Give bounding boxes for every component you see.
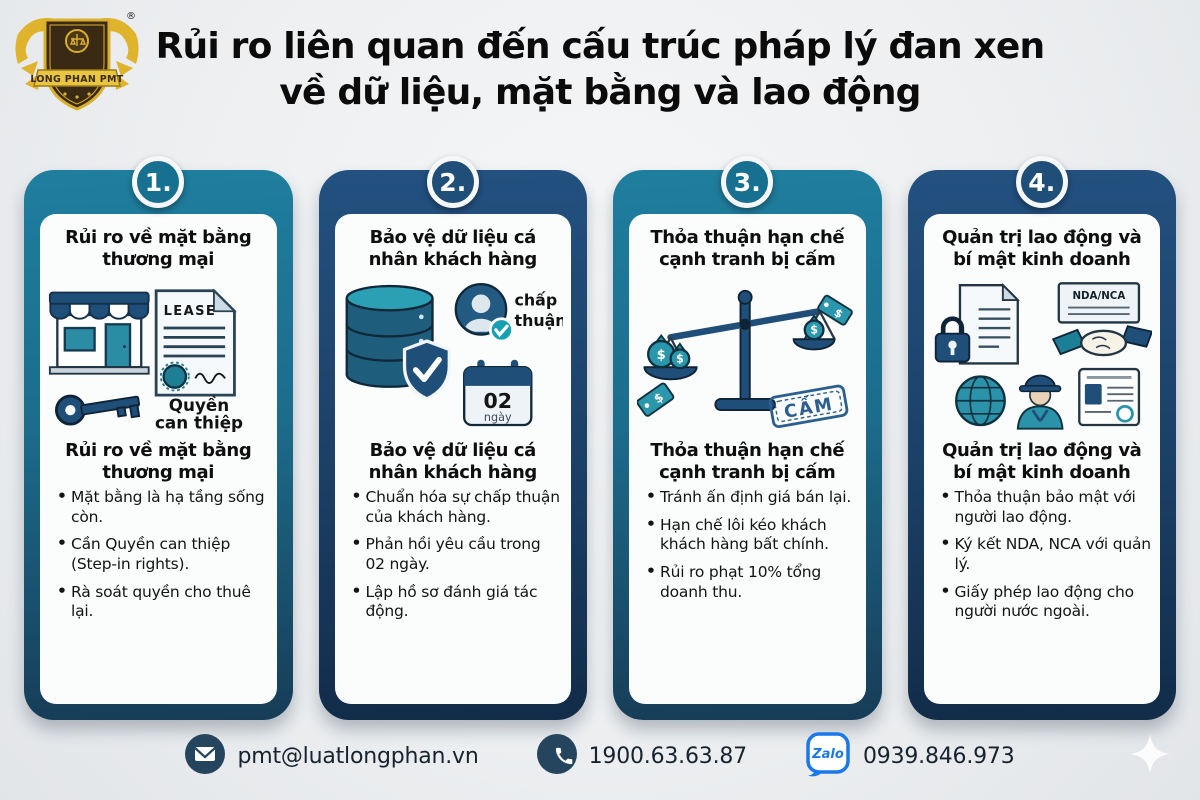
card-subheading: Rủi ro về mặt bằng thương mại (65, 440, 252, 483)
email-address: pmt@luatlongphan.vn (237, 743, 479, 769)
card-illustration (637, 276, 857, 436)
key-icon (57, 396, 142, 425)
mail-icon (185, 734, 225, 778)
bullet: • Hạn chế lôi kéo khách khách hàng bất chính. (644, 516, 857, 555)
forbidden-stamp (769, 385, 848, 427)
sparkle-icon (1128, 732, 1172, 780)
card-subheading: Thỏa thuận hạn chế cạnh tranh bị cấm (650, 440, 845, 483)
card-illustration (343, 276, 563, 436)
page-title (0, 24, 1200, 116)
card-panel (40, 214, 277, 704)
card-bullets (344, 484, 563, 630)
card-non-compete (613, 156, 882, 720)
page-title-line2: về dữ liệu, mặt bằng và lao động (279, 72, 921, 114)
key-caption-line1: Quyền (169, 395, 230, 415)
calendar-day: 02 (483, 389, 512, 414)
card-heading: Quản trị lao động và bí mật kinh doanh (942, 227, 1142, 270)
registered-mark: ® (126, 11, 136, 22)
card-heading: Rủi ro về mặt bằng thương mại (65, 227, 252, 270)
bullet: • Rủi ro phạt 10% tổng doanh thu. (644, 563, 857, 602)
shield-check-icon (404, 341, 449, 399)
card-illustration (932, 276, 1152, 436)
lock-document-icon (935, 285, 1017, 363)
lease-label: LEASE (163, 303, 217, 319)
svg-text:$: $ (656, 347, 667, 363)
card-number-badge: 2. (427, 156, 479, 208)
card-illustration (48, 276, 268, 436)
bullet: • Lập hồ sơ đánh giá tác động. (350, 583, 563, 622)
contact-bar (0, 728, 1200, 784)
risk-cards (24, 156, 1176, 720)
bullet: • Rà soát quyền cho thuê lại. (55, 583, 268, 622)
consent-caption-line2: thuận (514, 311, 563, 331)
page-title-line1: Rủi ro liên quan đến cấu trúc pháp lý đan xen (155, 26, 1045, 67)
globe-icon (956, 377, 1004, 425)
bullet: • Chuẩn hóa sự chấp thuận của khách hàng. (350, 488, 563, 527)
storefront-icon (50, 293, 149, 374)
bullet: • Giấy phép lao động cho người nước ngoài. (939, 583, 1152, 622)
bullet: • Phản hồi yêu cầu trong 02 ngày. (350, 535, 563, 574)
svg-text:$: $ (831, 306, 846, 322)
card-panel (924, 214, 1161, 704)
card-bullets (933, 484, 1152, 630)
card-heading: Bảo vệ dữ liệu cá nhân khách hàng (368, 227, 537, 270)
card-number-badge: 1. (132, 156, 184, 208)
card-subheading: Quản trị lao động và bí mật kinh doanh (942, 440, 1142, 483)
card-commercial-premises (24, 156, 293, 720)
card-personal-data (319, 156, 588, 720)
bullet: • Thỏa thuận bảo mật với người lao động. (939, 488, 1152, 527)
worker-icon (1018, 376, 1063, 429)
zalo-label: Zalo (812, 747, 844, 762)
user-consent-icon (456, 284, 513, 341)
consent-caption-line1: chấp (514, 290, 557, 310)
bullet: • Tránh ấn định giá bán lại. (644, 488, 857, 508)
price-tag-icon (637, 382, 674, 417)
calendar-icon (464, 360, 531, 425)
lease-document-icon (156, 291, 234, 395)
zalo-icon (805, 731, 851, 781)
zalo-contact[interactable] (805, 731, 1015, 781)
work-permit-icon (1079, 369, 1139, 425)
card-number-badge: 3. (721, 156, 773, 208)
card-number-badge: 4. (1016, 156, 1068, 208)
phone-contact[interactable] (537, 734, 747, 778)
phone-number: 1900.63.63.87 (588, 743, 747, 769)
key-caption-line2: can thiệp (155, 412, 244, 433)
bullet: • Mặt bằng là hạ tầng sống còn. (55, 488, 268, 527)
logo-text: LONG PHAN PMT (30, 74, 124, 85)
card-subheading: Bảo vệ dữ liệu cá nhân khách hàng (368, 440, 537, 483)
svg-text:$: $ (810, 323, 819, 337)
stamp-label: CẤM (782, 394, 836, 423)
bullet: • Ký kết NDA, NCA với quản lý. (939, 535, 1152, 574)
bullet: • Cần Quyền can thiệp (Step-in rights). (55, 535, 268, 574)
card-bullets (638, 484, 857, 610)
nda-handshake-icon (1053, 283, 1152, 355)
card-bullets (49, 484, 268, 630)
card-panel (629, 214, 866, 704)
zalo-number: 0939.846.973 (862, 743, 1015, 769)
svg-text:$: $ (651, 389, 667, 407)
nda-label: NDA/NCA (1072, 290, 1126, 303)
card-panel (335, 214, 572, 704)
card-labor-secrets (908, 156, 1177, 720)
card-heading: Thỏa thuận hạn chế cạnh tranh bị cấm (650, 227, 845, 270)
svg-text:$: $ (676, 352, 685, 366)
email-contact[interactable] (185, 734, 478, 778)
price-tag-icon (817, 295, 853, 326)
calendar-unit: ngày (483, 411, 512, 425)
phone-icon (537, 734, 577, 778)
